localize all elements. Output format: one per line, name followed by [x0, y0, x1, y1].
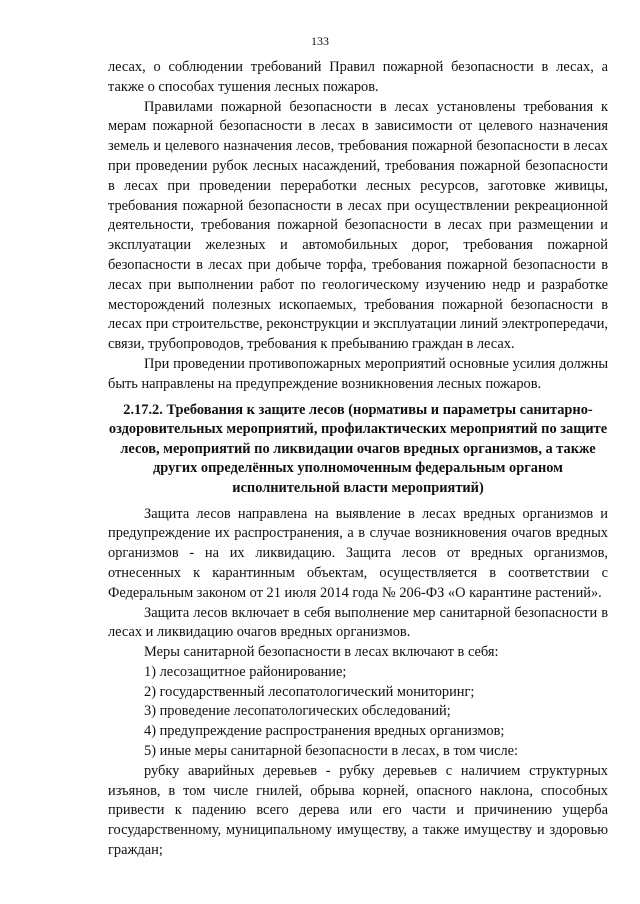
list-item: 2) государственный лесопатологический мониторинг;	[144, 683, 475, 700]
paragraph-fire-safety-rules: Правилами пожарной безопасности в лесах установлены требования к мерам пожарной безопасности в лесах в зависимости от целевого назначения земель и целевого назначения лесов, требования пожарной безопасности в лесах при проведении рубок лесных насаждений, требования пожарной безопасности в лесах при проведении переработки лесных ресурсов, заготовке живицы, требования пожарной безопасности в лесах при осуществлении рекреационной деятельности, требования пожарной безопасности в лесах при размещении и эксплуатации железных и автомобильных дорог, требования пожарной безопасности в лесах при добыче торфа, требования пожарной безопасности в лесах при выполнении работ по геологическому изучению недр и разработке месторождений полезных ископаемых, требования пожарной безопасности в лесах при строительстве, реконструкции и эксплуатации линий электропередачи, связи, трубопроводов, требования к пребыванию граждан в лесах.	[108, 98, 608, 353]
paragraph-forest-protection: Защита лесов направлена на выявление в лесах вредных организмов и предупреждение их распространения, а в случае возникновения очагов вредных организмов - на их ликвидацию. Защита лесов от вредных организмов, отнесенных к карантинным объектам, осуществляется в соответствии с Федеральным законом от 21 июля 2014 года № 206-ФЗ «О карантине растений».	[108, 505, 608, 601]
list-item: 5) иные меры санитарной безопасности в лесах, в том числе:	[144, 743, 519, 760]
paragraph-continuation: лесах, о соблюдении требований Правил пожарной безопасности в лесах, а также о способах тушения лесных пожаров.	[108, 59, 608, 95]
list-item: 4) предупреждение распространения вредных организмов;	[144, 723, 505, 740]
paragraph-protection-includes: Защита лесов включает в себя выполнение мер санитарной безопасности в лесах и ликвидацию очагов вредных организмов.	[108, 604, 608, 641]
paragraph-sanitary-measures-intro: Меры санитарной безопасности в лесах включают в себя:	[144, 644, 499, 661]
section-heading: 2.17.2. Требования к защите лесов (нормативы и параметры санитарно-оздоровительных мероприятий, профилактических мероприятий по защите лесов, мероприятий по ликвидации очагов вредных организмов, а также других определённых уполномоченным федеральным органом исполнительной власти мероприятий)	[108, 401, 608, 496]
paragraph-emergency-trees: рубку аварийных деревьев - рубку деревьев с наличием структурных изъянов, в том числе гнилей, обрыва корней, опасного наклона, способных привести к падению всего дерева или его части и причинению ущерба государственному, муниципальному имуществу, а также имуществу и здоровью граждан;	[108, 762, 608, 859]
document-body	[108, 58, 608, 861]
list-item: 1) лесозащитное районирование;	[144, 663, 347, 680]
list-item: 3) проведение лесопатологических обследований;	[144, 703, 451, 720]
paragraph-fire-prevention: При проведении противопожарных мероприятий основные усилия должны быть направлены на предупреждение возникновения лесных пожаров.	[108, 355, 608, 392]
page-number: 133	[311, 34, 329, 48]
